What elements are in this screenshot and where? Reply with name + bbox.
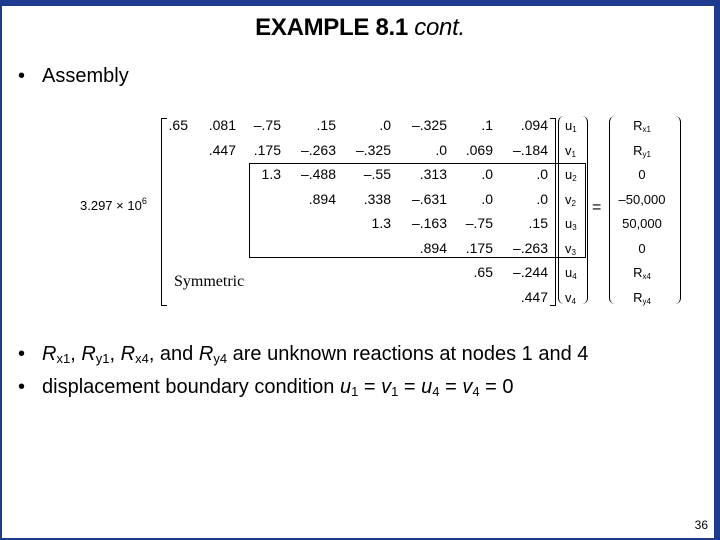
- force-subscript: y4: [642, 296, 651, 306]
- displacement-subscript: 4: [572, 272, 577, 281]
- displacement-entry: [565, 265, 595, 280]
- matrix-cell: .894: [308, 190, 336, 207]
- force-subscript: y1: [642, 149, 651, 159]
- displacement-symbol: v: [565, 142, 572, 158]
- symmetric-label: Symmetric: [174, 273, 245, 290]
- reactions-text: are unknown reactions at nodes 1 and 4: [227, 343, 589, 365]
- ry4-subscript: y4: [213, 351, 228, 366]
- force-subscript: x4: [642, 272, 651, 281]
- bullet-dot: •: [18, 65, 26, 87]
- separator: ,: [109, 343, 121, 365]
- factor-base: 3.297 × 10: [80, 198, 142, 213]
- matrix-cell: –.244: [512, 264, 548, 280]
- matrix-cell: .65: [168, 117, 188, 133]
- displacement-symbol: u: [565, 167, 573, 182]
- matrix-cell: .094: [520, 117, 548, 133]
- matrix-scale-factor: [80, 198, 147, 213]
- matrix-cell: .0: [536, 166, 548, 182]
- u1-symbol: u: [339, 376, 352, 398]
- displacement-subscript: 1: [571, 149, 576, 159]
- separator: , and: [148, 343, 199, 365]
- displacement-symbol: u: [565, 265, 573, 280]
- matrix-cell: –.75: [253, 117, 281, 133]
- matrix-left-bracket: [161, 118, 167, 306]
- matrix-cell: .15: [528, 215, 548, 231]
- ry4-symbol: R: [198, 343, 214, 365]
- force-symbol: –50,000: [618, 191, 666, 207]
- displacement-subscript: 3: [571, 247, 576, 257]
- rx4-subscript: x4: [135, 351, 149, 366]
- displacement-subscript: 3: [572, 223, 577, 232]
- matrix-cell: .894: [419, 239, 447, 256]
- matrix-cell: –.263: [300, 141, 336, 158]
- matrix-cell: –.631: [411, 190, 447, 207]
- v1-subscript: 1: [391, 384, 399, 399]
- matrix-cell: .0: [435, 141, 447, 158]
- matrix-cell: –.75: [465, 215, 493, 231]
- displacement-entry: [565, 192, 595, 207]
- force-symbol: R: [633, 142, 643, 158]
- force-symbol: R: [633, 289, 643, 305]
- bullet-assembly: [18, 65, 129, 88]
- displacement-symbol: u: [565, 216, 573, 231]
- displacement-symbol: v: [565, 289, 572, 305]
- page-number: 36: [694, 518, 708, 532]
- matrix-cell: .15: [316, 117, 336, 133]
- matrix-cell: .175: [253, 141, 281, 158]
- force-subscript: x1: [642, 125, 651, 134]
- bullet-boundary-condition: [18, 376, 513, 399]
- matrix-cell: .313: [419, 166, 447, 182]
- v1-symbol: v: [381, 376, 392, 398]
- matrix-cell: .069: [465, 141, 493, 158]
- separator: ,: [70, 343, 82, 365]
- force-symbol: 0: [638, 240, 646, 256]
- matrix-cell: .65: [473, 264, 493, 280]
- matrix-cell: .0: [379, 117, 391, 133]
- matrix-cell: .447: [520, 288, 548, 305]
- frame-top-border: [0, 0, 714, 6]
- force-entry: [606, 192, 678, 207]
- ry1-subscript: y1: [95, 351, 110, 366]
- force-entry: [606, 265, 678, 280]
- matrix-cell: –.163: [411, 215, 447, 231]
- boundary-text: displacement boundary condition: [42, 376, 340, 398]
- u4-subscript: 4: [432, 384, 440, 399]
- v4-subscript: 4: [472, 384, 480, 399]
- u1-subscript: 1: [351, 384, 359, 399]
- rx4-symbol: R: [120, 343, 136, 365]
- displacement-entry: [565, 167, 595, 182]
- frame-left-border: [0, 0, 2, 540]
- force-symbol: R: [633, 265, 643, 280]
- v4-symbol: v: [462, 376, 473, 398]
- matrix-cell: –.55: [363, 166, 391, 182]
- displacement-subscript: 2: [572, 174, 577, 183]
- displacement-entry: [565, 143, 595, 158]
- force-entry: [606, 216, 678, 231]
- equals-sign: =: [592, 199, 602, 216]
- displacement-entry: [565, 241, 595, 256]
- slide-title: [0, 14, 720, 42]
- displacement-subscript: 1: [572, 125, 577, 134]
- displacement-entry: [565, 216, 595, 231]
- matrix-cell: –.184: [512, 141, 548, 158]
- matrix-cell: .1: [481, 117, 493, 133]
- matrix-cell: .447: [208, 141, 236, 158]
- force-symbol: 0: [638, 167, 646, 182]
- matrix-cell: .0: [481, 190, 493, 207]
- displacement-entry: [565, 290, 595, 305]
- displacement-left-brace: [558, 116, 564, 304]
- frame-right-border: [714, 0, 720, 540]
- force-entry: [606, 290, 678, 305]
- force-entry: [606, 167, 678, 182]
- displacement-symbol: v: [565, 191, 572, 207]
- force-symbol: 50,000: [622, 216, 662, 231]
- boundary-value: = 0: [479, 376, 514, 398]
- u4-symbol: u: [421, 376, 433, 398]
- displacement-subscript: 4: [571, 296, 576, 306]
- bullet-dot: •: [18, 376, 26, 398]
- displacement-symbol: u: [565, 118, 573, 133]
- displacement-subscript: 2: [571, 198, 576, 208]
- matrix-cell: .081: [208, 117, 236, 133]
- bullet-reactions: [18, 343, 588, 366]
- factor-exponent: 6: [141, 196, 147, 206]
- matrix-cell: –.488: [300, 166, 336, 182]
- matrix-cell: .338: [363, 190, 391, 207]
- displacement-entry: [565, 118, 595, 133]
- rx1-symbol: R: [42, 343, 57, 365]
- bullet-dot: •: [18, 343, 26, 365]
- matrix-cell: 1.3: [261, 166, 281, 182]
- equals: =: [358, 376, 382, 398]
- matrix-cell: 1.3: [371, 215, 391, 231]
- matrix-cell: .175: [465, 239, 493, 256]
- bullet-assembly-text: Assembly: [42, 65, 129, 87]
- equals: =: [398, 376, 422, 398]
- equals: =: [439, 376, 463, 398]
- force-entry: [606, 143, 678, 158]
- matrix-cell: –.325: [411, 117, 447, 133]
- rx1-subscript: x1: [56, 351, 71, 366]
- displacement-symbol: v: [565, 240, 572, 256]
- matrix-cell: .0: [536, 190, 548, 207]
- matrix-cell: –.263: [512, 239, 548, 256]
- title-italic: cont.: [414, 14, 465, 41]
- ry1-symbol: R: [81, 343, 96, 365]
- force-symbol: R: [633, 118, 643, 133]
- matrix-cell: –.325: [355, 141, 391, 158]
- matrix-cell: .0: [481, 166, 493, 182]
- force-entry: [606, 241, 678, 256]
- title-main: EXAMPLE 8.1: [255, 14, 408, 41]
- force-entry: [606, 118, 678, 133]
